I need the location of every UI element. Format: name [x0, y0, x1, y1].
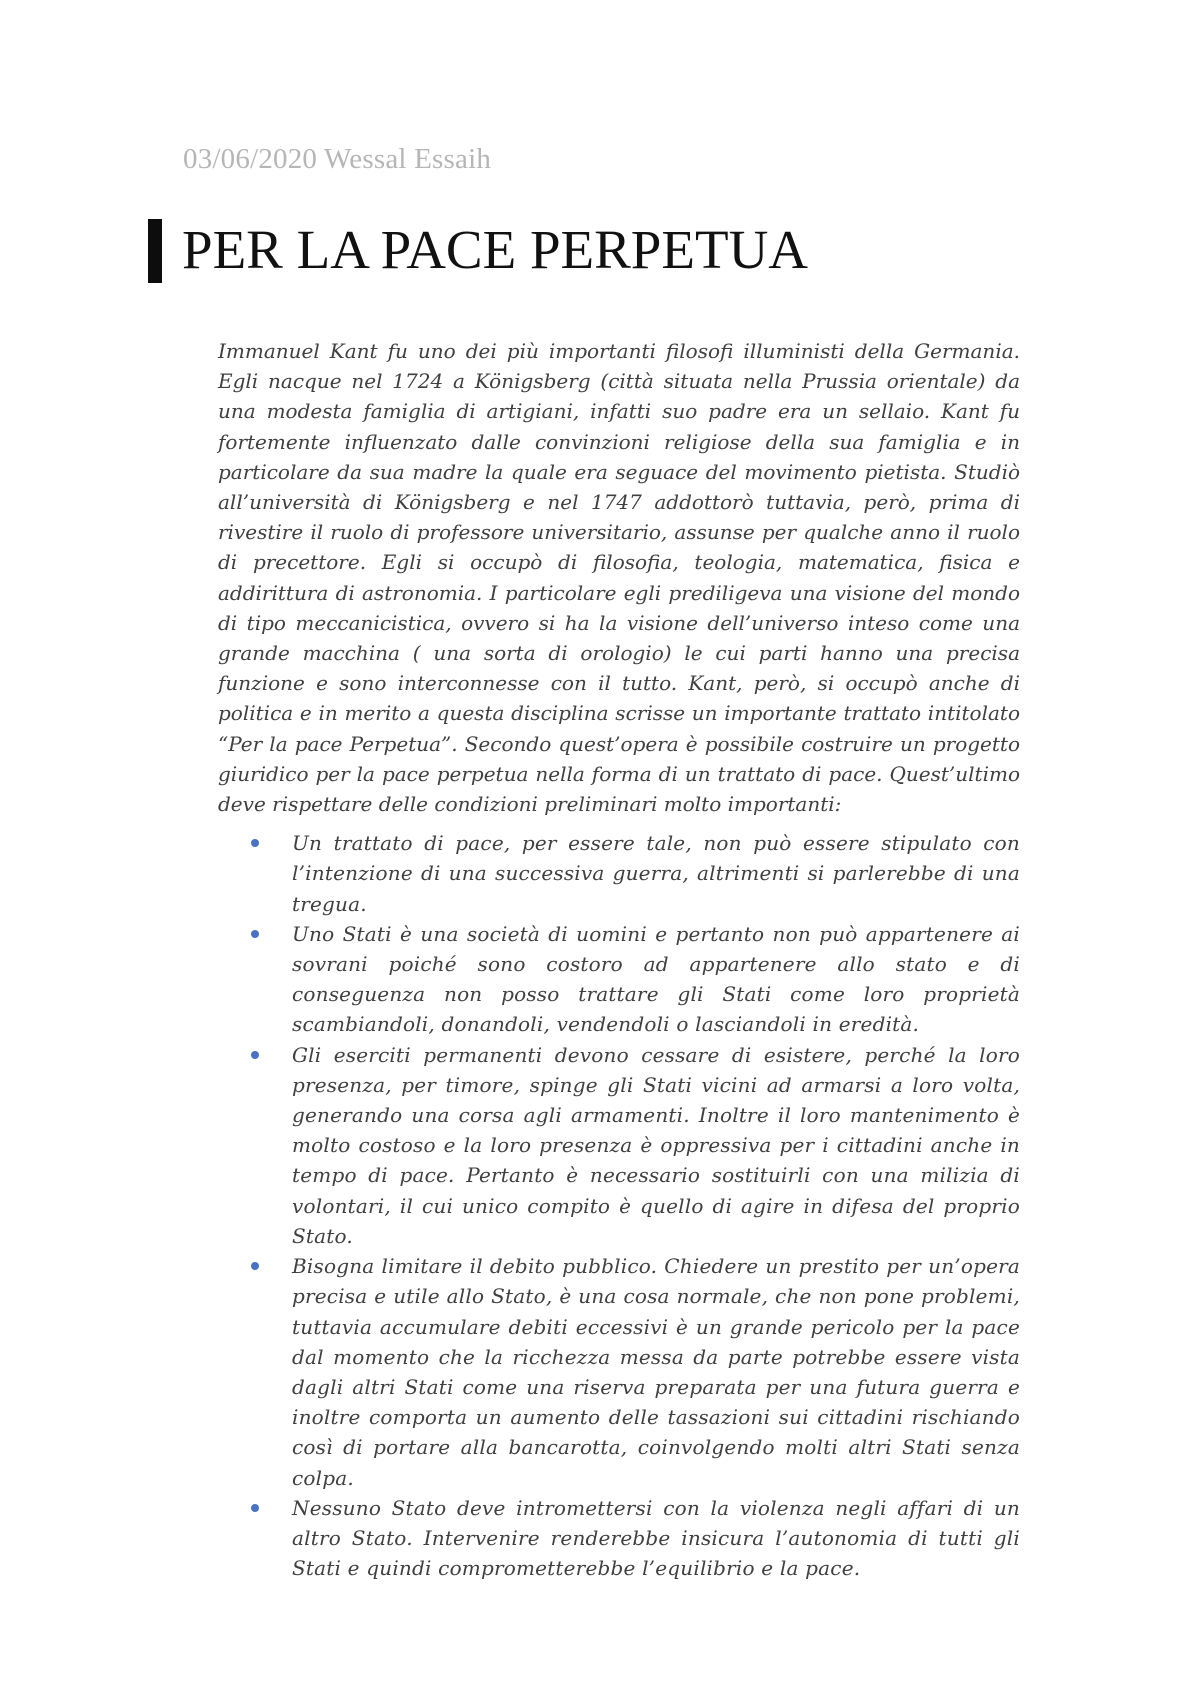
- document-title: PER LA PACE PERPETUA: [182, 219, 809, 280]
- date-author-header: 03/06/2020 Wessal Essaih: [183, 143, 492, 175]
- list-item-text: Uno Stati è una società di uomini e pertanto non può appartenere ai sovrani poiché sono costoro ad appartenere allo stato e di conseguenza non posso trattare gli Stati come loro proprietà scambiandoli, donandoli, vendendoli o lasciandoli in eredità.: [292, 921, 1020, 1037]
- bullet-dot-icon: [251, 1051, 259, 1059]
- bullet-dot-icon: [251, 1262, 259, 1270]
- bullet-dot-icon: [251, 839, 259, 847]
- list-item: [292, 1251, 1020, 1493]
- list-item: [292, 1493, 1020, 1584]
- list-item: [292, 919, 1020, 1040]
- list-item-text: Bisogna limitare il debito pubblico. Chiedere un prestito per un’opera precisa e utile allo Stato, è una cosa normale, che non pone problemi, tuttavia accumulare debiti eccessivi è un grande pericolo per la pace dal momento che la ricchezza messa da parte potrebbe essere vista dagli altri Stati come una riserva preparata per una futura guerra e inoltre comporta un aumento delle tassazioni sui cittadini rischiando così di portare alla bancarotta, coinvolgendo molti altri Stati senza colpa.: [292, 1254, 1020, 1490]
- bullet-dot-icon: [251, 1504, 259, 1512]
- bullet-dot-icon: [251, 930, 259, 938]
- list-item-text: Un trattato di pace, per essere tale, non può essere stipulato con l’intenzione di una successiva guerra, altrimenti si parlerebbe di una tregua.: [292, 831, 1020, 916]
- list-item: [292, 1040, 1020, 1251]
- conditions-list: [218, 828, 1020, 1583]
- document-body: [218, 336, 1020, 1583]
- intro-paragraph: Immanuel Kant fu uno dei più importanti filosofi illuministi della Germania. Egli nacque nel 1724 a Königsberg (città situata nella Prussia orientale) da una modesta famiglia di artigiani, infatti suo padre era un sellaio. Kant fu fortemente influenzato dalle convinzioni religiose della sua famiglia e in particolare da sua madre la quale era seguace del movimento pietista. Studiò all’università di Königsberg e nel 1747 addottorò tuttavia, però, prima di rivestire il ruolo di professore universitario, assunse per qualche anno il ruolo di precettore. Egli si occupò di filosofia, teologia, matematica, fisica e addirittura di astronomia. I particolare egli prediligeva una visione del mondo di tipo meccanicistica, ovvero si ha la visione dell’universo inteso come una grande macchina ( una sorta di orologio) le cui parti hanno una precisa funzione e sono interconnesse con il tutto. Kant, però, si occupò anche di politica e in merito a questa disciplina scrisse un importante trattato intitolato “Per la pace Perpetua”. Secondo quest’opera è possibile costruire un progetto giuridico per la pace perpetua nella forma di un trattato di pace. Quest’ultimo deve rispettare delle condizioni preliminari molto importanti:: [218, 339, 1020, 817]
- list-item: [292, 828, 1020, 919]
- title-accent-bar: [148, 219, 162, 283]
- list-item-text: Nessuno Stato deve intromettersi con la violenza negli affari di un altro Stato. Intervenire renderebbe insicura l’autonomia di tutti gli Stati e quindi comprometterebbe l’equilibrio e la pace.: [292, 1495, 1020, 1581]
- list-item-text: Gli eserciti permanenti devono cessare di esistere, perché la loro presenza, per timore, spinge gli Stati vicini ad armarsi a loro volta, generando una corsa agli armamenti. Inoltre il loro mantenimento è molto costoso e la loro presenza è oppressiva per i cittadini anche in tempo di pace. Pertanto è necessario sostituirli con una milizia di volontari, il cui unico compito è quello di agire in difesa del proprio Stato.: [292, 1042, 1020, 1248]
